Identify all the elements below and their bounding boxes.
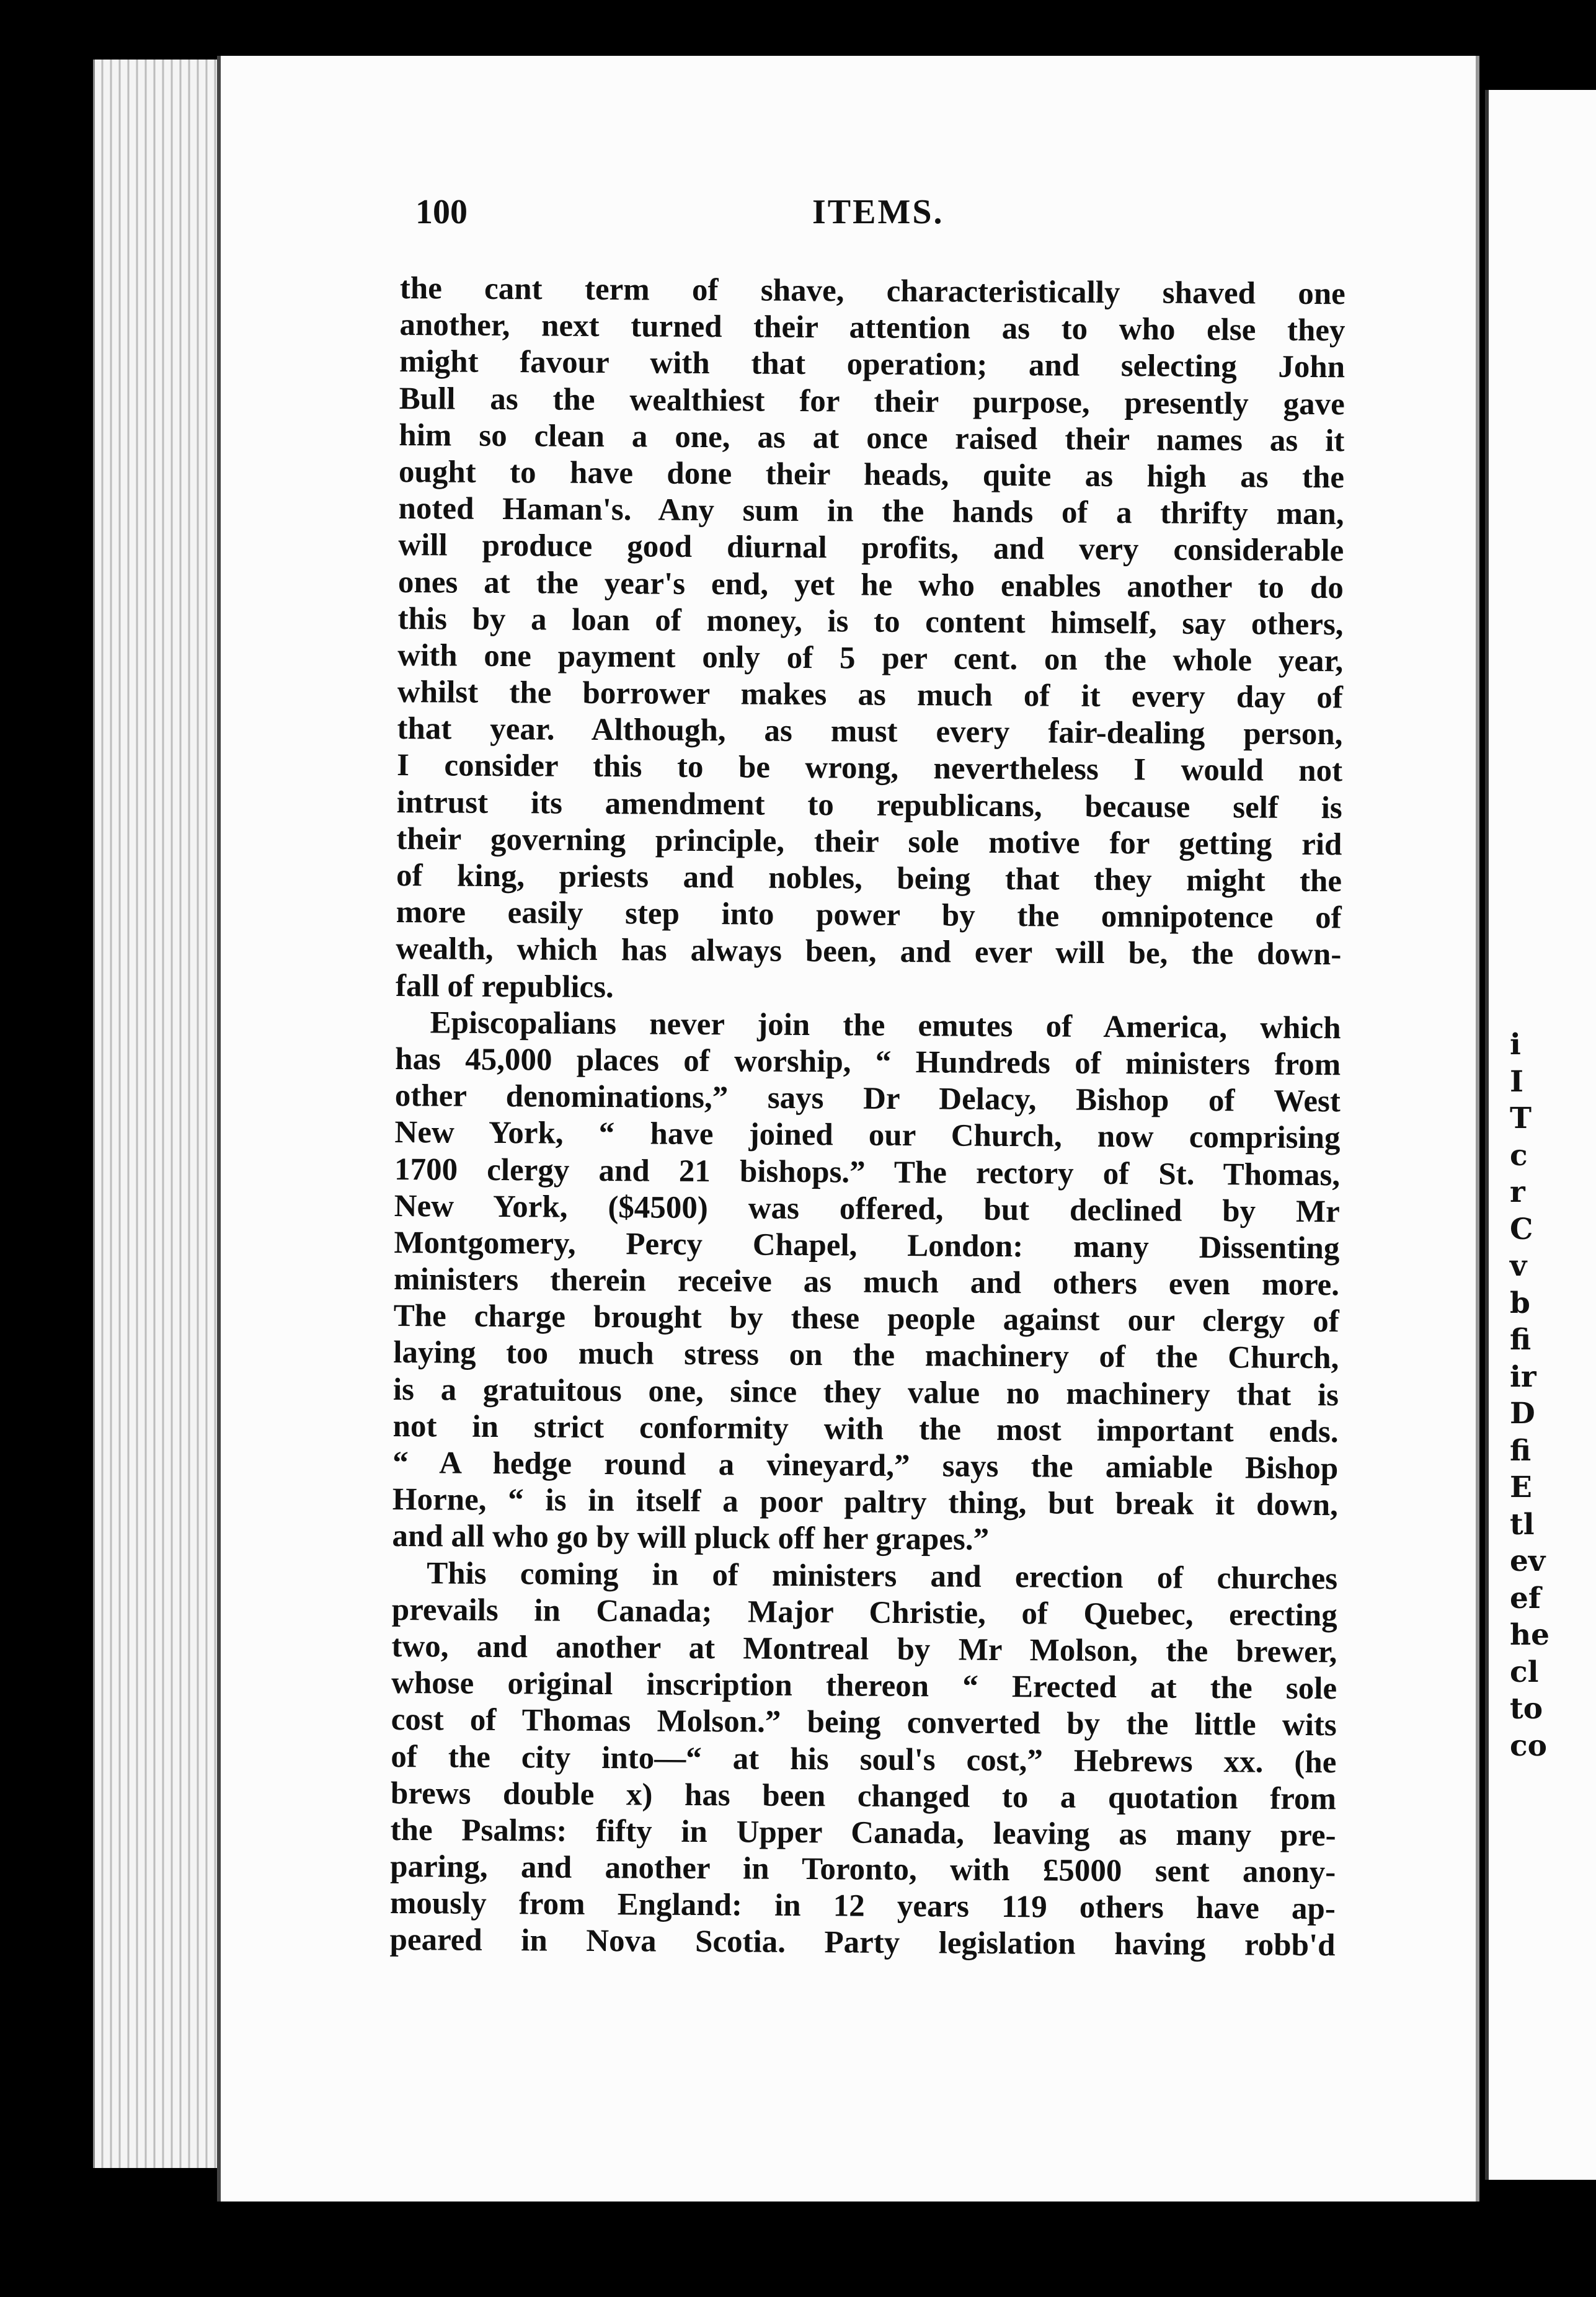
text-line: another, next turned their attention as to who else they xyxy=(399,308,1346,349)
text-line: Bull as the wealthiest for their purpose, presently gave xyxy=(399,381,1345,422)
facing-letter: cl xyxy=(1510,1655,1539,1689)
text-line: Montgomery, Percy Chapel, London: many Dissenting xyxy=(394,1225,1340,1266)
text-line: The charge brought by these people against our clergy of xyxy=(393,1299,1339,1340)
text-line: brews double x) has been changed to a quotation from xyxy=(390,1775,1337,1816)
facing-letter: tl xyxy=(1510,1507,1535,1542)
facing-letter: he xyxy=(1510,1618,1550,1652)
page-number: 100 xyxy=(415,193,468,231)
text-line: this by a loan of money, is to content himself, say others, xyxy=(397,601,1344,642)
text-line: ones at the year's end, yet he who enables another to do xyxy=(397,564,1344,605)
facing-letter: b xyxy=(1510,1286,1530,1320)
text-line: of king, priests and nobles, being that they might the xyxy=(396,858,1342,899)
text-line: 1700 clergy and 21 bishops.” The rectory of St. Thomas, xyxy=(394,1152,1341,1193)
text-line: of the city into—“ at his soul's cost,” Hebrews xx. (he xyxy=(391,1739,1337,1780)
text-line: New York, ($4500) was offered, but declined by Mr xyxy=(394,1188,1340,1229)
running-head: ITEMS. xyxy=(812,193,944,231)
text-line: peared in Nova Scotia. Party legislation having robb'd xyxy=(389,1922,1336,1963)
facing-letter: fi xyxy=(1510,1323,1532,1357)
facing-letter: C xyxy=(1510,1212,1533,1246)
facing-letter: ef xyxy=(1510,1581,1541,1615)
facing-letter: to xyxy=(1510,1692,1543,1726)
text-line: paring, and another in Toronto, with £5000 sent anony- xyxy=(390,1849,1336,1890)
facing-letter: c xyxy=(1510,1138,1528,1173)
page-header xyxy=(415,192,1358,248)
facing-letter: v xyxy=(1510,1249,1527,1283)
text-line: other denominations,” says Dr Delacy, Bishop of West xyxy=(394,1078,1341,1119)
text-line: the cant term of shave, characteristically shaved one xyxy=(399,270,1346,312)
text-line: ministers therein receive as much and others even more. xyxy=(393,1262,1340,1303)
text-line: intrust its amendment to republicans, because self is xyxy=(396,784,1342,825)
text-line: Horne, “ is in itself a poor paltry thing, but break it down, xyxy=(392,1482,1339,1523)
text-line: cost of Thomas Molson.” being converted by the little wits xyxy=(391,1702,1337,1743)
text-line: This coming in of ministers and erection of churches xyxy=(426,1555,1338,1596)
text-line: New York, “ have joined our Church, now comprising xyxy=(394,1115,1341,1156)
facing-page-edge xyxy=(1485,90,1596,2180)
facing-letter: D xyxy=(1510,1397,1535,1431)
facing-letter: ev xyxy=(1510,1544,1546,1578)
text-line: has 45,000 places of worship, “ Hundreds of ministers from xyxy=(395,1041,1341,1083)
text-line: him so clean a one, as at once raised their names as it xyxy=(399,417,1345,459)
text-line: Episcopalians never join the emutes of America, which xyxy=(430,1005,1341,1046)
facing-letter: I xyxy=(1510,1064,1523,1099)
text-line: fall of republics. xyxy=(395,968,614,1005)
text-line: “ A hedge round a vineyard,” says the amiable Bishop xyxy=(392,1445,1339,1486)
facing-letter: co xyxy=(1510,1728,1547,1763)
text-line: prevails in Canada; Major Christie, of Quebec, erecting xyxy=(391,1592,1337,1633)
facing-page-letters xyxy=(1510,1026,1549,1764)
text-line: the Psalms: fifty in Upper Canada, leaving as many pre- xyxy=(390,1812,1336,1854)
text-line: and all who go by will pluck off her grapes.” xyxy=(392,1519,990,1558)
text-line: two, and another at Montreal by Mr Molson, the brewer, xyxy=(391,1628,1337,1670)
text-line: I consider this to be wrong, nevertheless I would not xyxy=(396,748,1343,789)
text-line: is a gratuitous one, since they value no machinery that is xyxy=(392,1372,1339,1413)
text-line: mously from England: in 12 years 119 others have ap- xyxy=(389,1886,1336,1927)
text-line: might favour with that operation; and selecting John xyxy=(399,344,1346,385)
facing-letter: fi xyxy=(1510,1433,1532,1468)
facing-letter: T xyxy=(1510,1101,1532,1135)
text-line: their governing principle, their sole motive for getting rid xyxy=(396,821,1342,863)
facing-letter: i xyxy=(1510,1028,1521,1062)
text-line: with one payment only of 5 per cent. on the whole year, xyxy=(397,638,1344,679)
text-line: whose original inscription thereon “ Erected at the sole xyxy=(391,1666,1337,1707)
text-line: not in strict conformity with the most important ends. xyxy=(392,1408,1339,1450)
body-text xyxy=(389,270,1346,1965)
text-line: wealth, which has always been, and ever will be, the down- xyxy=(396,931,1342,972)
text-line: that year. Although, as must every fair-dealing person, xyxy=(397,711,1343,752)
facing-letter: r xyxy=(1510,1175,1525,1209)
facing-letter: E xyxy=(1510,1470,1532,1504)
text-line: whilst the borrower makes as much of it every day of xyxy=(397,675,1343,716)
facing-letter: ir xyxy=(1510,1359,1536,1394)
text-line: laying too much stress on the machinery of the Church, xyxy=(393,1335,1339,1376)
text-line: will produce good diurnal profits, and very considerable xyxy=(398,528,1344,569)
text-line: noted Haman's. Any sum in the hands of a thrifty man, xyxy=(398,491,1344,532)
text-line: ought to have done their heads, quite as high as the xyxy=(398,454,1345,495)
text-line: more easily step into power by the omnipotence of xyxy=(396,895,1342,936)
